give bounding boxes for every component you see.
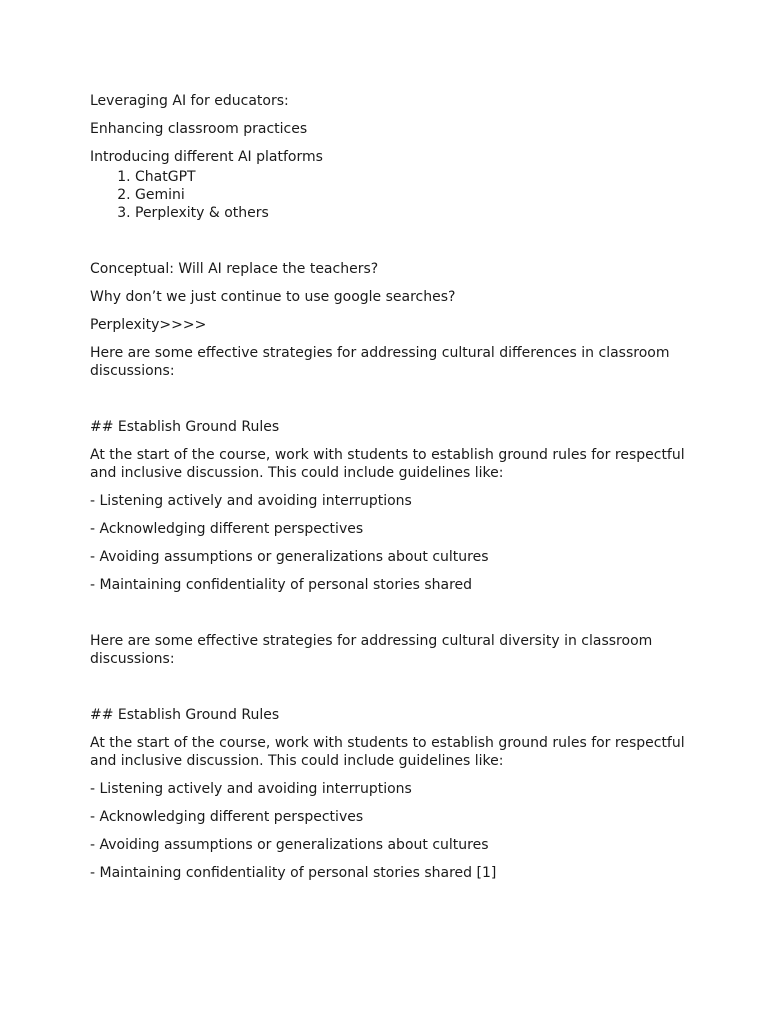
platform-item: 2. Gemini [135,186,690,204]
section1-bullet: - Maintaining confidentiality of personal stories shared [90,577,473,593]
spacer [90,390,690,418]
section2-bullet: - Listening actively and avoiding interruptions [90,781,412,797]
question-1: Conceptual: Will AI replace the teachers? [90,261,379,277]
section2-body: At the start of the course, work with students to establish ground rules for respectful and inclusive discussion. This could include guidelines like: [90,735,685,769]
perplexity-label: Perplexity>>>> [90,317,207,333]
section2-heading: ## Establish Ground Rules [90,707,280,723]
section1-body: At the start of the course, work with students to establish ground rules for respectful and inclusive discussion. This could include guidelines like: [90,447,685,481]
platform-list [90,168,690,222]
spacer [90,222,690,260]
section2-bullet: - Avoiding assumptions or generalizations about cultures [90,837,489,853]
platform-item: 3. Perplexity & others [135,204,690,222]
doc-intro: Introducing different AI platforms [90,149,323,165]
section1-bullet: - Acknowledging different perspectives [90,521,364,537]
spacer [90,604,690,632]
doc-subtitle: Enhancing classroom practices [90,121,308,137]
question-2: Why don’t we just continue to use google searches? [90,289,456,305]
section1-intro: Here are some effective strategies for addressing cultural differences in classroom discussions: [90,345,670,379]
section2-bullet: - Acknowledging different perspectives [90,809,364,825]
section2-bullet: - Maintaining confidentiality of personal stories shared [1] [90,865,497,881]
section2-intro: Here are some effective strategies for addressing cultural diversity in classroom discussions: [90,633,653,667]
section1-heading: ## Establish Ground Rules [90,419,280,435]
section1-bullet: - Avoiding assumptions or generalizations about cultures [90,549,489,565]
document-page [90,92,690,892]
platform-item: 1. ChatGPT [135,168,690,186]
spacer [90,678,690,706]
section1-bullet: - Listening actively and avoiding interruptions [90,493,412,509]
doc-title: Leveraging AI for educators: [90,93,289,109]
